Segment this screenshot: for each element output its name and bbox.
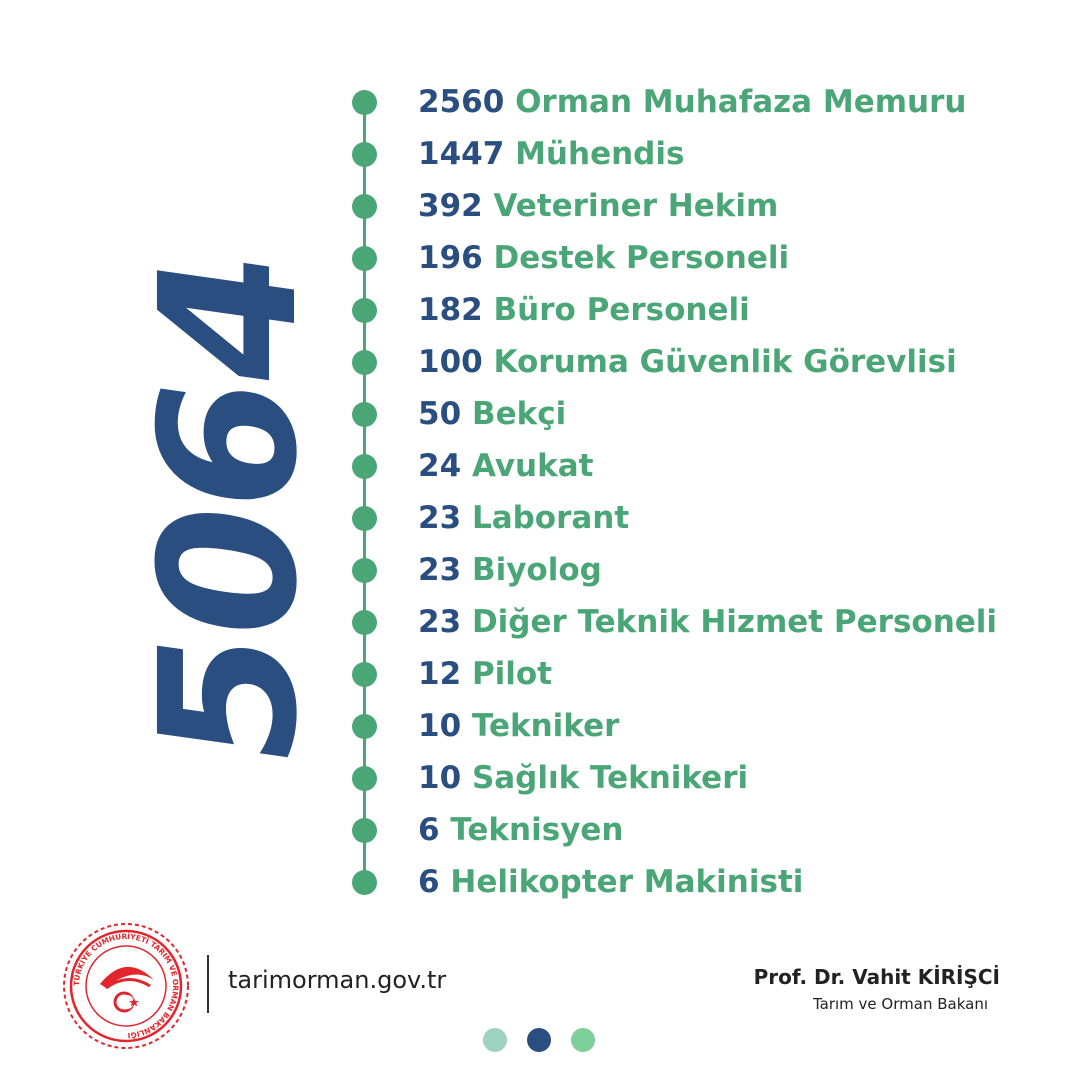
website-link[interactable]: tarimorman.gov.tr bbox=[228, 966, 447, 994]
list-item-text bbox=[418, 500, 629, 536]
list-item bbox=[0, 654, 1080, 694]
list-item bbox=[0, 810, 1080, 850]
footer-divider bbox=[207, 955, 209, 1013]
total-count: 5064 bbox=[120, 240, 339, 779]
timeline-dot bbox=[352, 714, 377, 739]
item-count: 23 bbox=[418, 604, 462, 640]
item-count: 182 bbox=[418, 292, 483, 328]
list-item bbox=[0, 186, 1080, 226]
pager-dot[interactable] bbox=[571, 1028, 595, 1052]
timeline-dot bbox=[352, 298, 377, 323]
item-label: Destek Personeli bbox=[493, 240, 790, 276]
list-item-text bbox=[418, 656, 552, 692]
list-item-text bbox=[418, 344, 957, 380]
timeline-dot bbox=[352, 610, 377, 635]
item-count: 10 bbox=[418, 760, 462, 796]
list-item-text bbox=[418, 708, 619, 744]
list-item-text bbox=[418, 604, 997, 640]
item-label: Veteriner Hekim bbox=[493, 188, 779, 224]
list-item bbox=[0, 394, 1080, 434]
item-label: Sağlık Teknikeri bbox=[471, 760, 749, 796]
item-count: 12 bbox=[418, 656, 462, 692]
item-count: 1447 bbox=[418, 136, 505, 172]
item-count: 6 bbox=[418, 812, 440, 848]
item-label: Diğer Teknik Hizmet Personeli bbox=[471, 604, 998, 640]
item-label: Orman Muhafaza Memuru bbox=[515, 84, 967, 120]
list-item bbox=[0, 446, 1080, 486]
item-label: Helikopter Makinisti bbox=[450, 864, 804, 900]
item-count: 6 bbox=[418, 864, 440, 900]
timeline-dot bbox=[352, 194, 377, 219]
list-item bbox=[0, 550, 1080, 590]
list-item-text bbox=[418, 136, 684, 172]
item-label: Bekçi bbox=[471, 396, 567, 432]
timeline-dot bbox=[352, 506, 377, 531]
list-item-text bbox=[418, 292, 750, 328]
item-label: Biyolog bbox=[471, 552, 602, 588]
list-item bbox=[0, 238, 1080, 278]
list-item bbox=[0, 758, 1080, 798]
item-label: Avukat bbox=[471, 448, 594, 484]
carousel-pager bbox=[483, 1028, 603, 1054]
timeline-dot bbox=[352, 142, 377, 167]
item-count: 2560 bbox=[418, 84, 505, 120]
svg-text:TÜRKİYE CUMHURİYETİ TARIM VE O bbox=[72, 932, 180, 1040]
minister-name: Prof. Dr. Vahit KİRİŞCİ bbox=[753, 965, 1000, 989]
list-item bbox=[0, 862, 1080, 902]
item-count: 50 bbox=[418, 396, 462, 432]
list-item bbox=[0, 82, 1080, 122]
seal-text: TÜRKİYE CUMHURİYETİ TARIM VE ORMAN BAKANLIĞI bbox=[71, 931, 181, 1041]
list-item-text bbox=[418, 552, 602, 588]
list-item bbox=[0, 498, 1080, 538]
timeline-dot bbox=[352, 90, 377, 115]
pager-dot[interactable] bbox=[483, 1028, 507, 1052]
item-count: 24 bbox=[418, 448, 462, 484]
list-item-text bbox=[418, 864, 803, 900]
item-label: Tekniker bbox=[471, 708, 620, 744]
item-label: Pilot bbox=[471, 656, 553, 692]
item-label: Teknisyen bbox=[450, 812, 624, 848]
item-label: Laborant bbox=[471, 500, 630, 536]
timeline-dot bbox=[352, 350, 377, 375]
list-item bbox=[0, 342, 1080, 382]
timeline-dot bbox=[352, 246, 377, 271]
item-count: 392 bbox=[418, 188, 483, 224]
list-item-text bbox=[418, 84, 966, 120]
list-item-text bbox=[418, 448, 593, 484]
list-item-text bbox=[418, 812, 624, 848]
timeline-dot bbox=[352, 454, 377, 479]
item-count: 196 bbox=[418, 240, 483, 276]
ministry-seal-icon bbox=[62, 922, 190, 1050]
timeline-dot bbox=[352, 662, 377, 687]
item-label: Koruma Güvenlik Görevlisi bbox=[493, 344, 957, 380]
list-item-text bbox=[418, 396, 566, 432]
timeline-dot bbox=[352, 402, 377, 427]
item-count: 23 bbox=[418, 552, 462, 588]
item-label: Büro Personeli bbox=[493, 292, 750, 328]
timeline-dot bbox=[352, 818, 377, 843]
pager-dot-active[interactable] bbox=[527, 1028, 551, 1052]
timeline-dot bbox=[352, 558, 377, 583]
item-label: Mühendis bbox=[515, 136, 685, 172]
item-count: 23 bbox=[418, 500, 462, 536]
minister-title: Tarım ve Orman Bakanı bbox=[812, 995, 988, 1013]
item-count: 100 bbox=[418, 344, 483, 380]
list-item bbox=[0, 602, 1080, 642]
list-item-text bbox=[418, 760, 748, 796]
list-item bbox=[0, 290, 1080, 330]
timeline-dot bbox=[352, 870, 377, 895]
list-item bbox=[0, 134, 1080, 174]
item-count: 10 bbox=[418, 708, 462, 744]
list-item-text bbox=[418, 240, 789, 276]
list-item-text bbox=[418, 188, 778, 224]
timeline-dot bbox=[352, 766, 377, 791]
list-item bbox=[0, 706, 1080, 746]
